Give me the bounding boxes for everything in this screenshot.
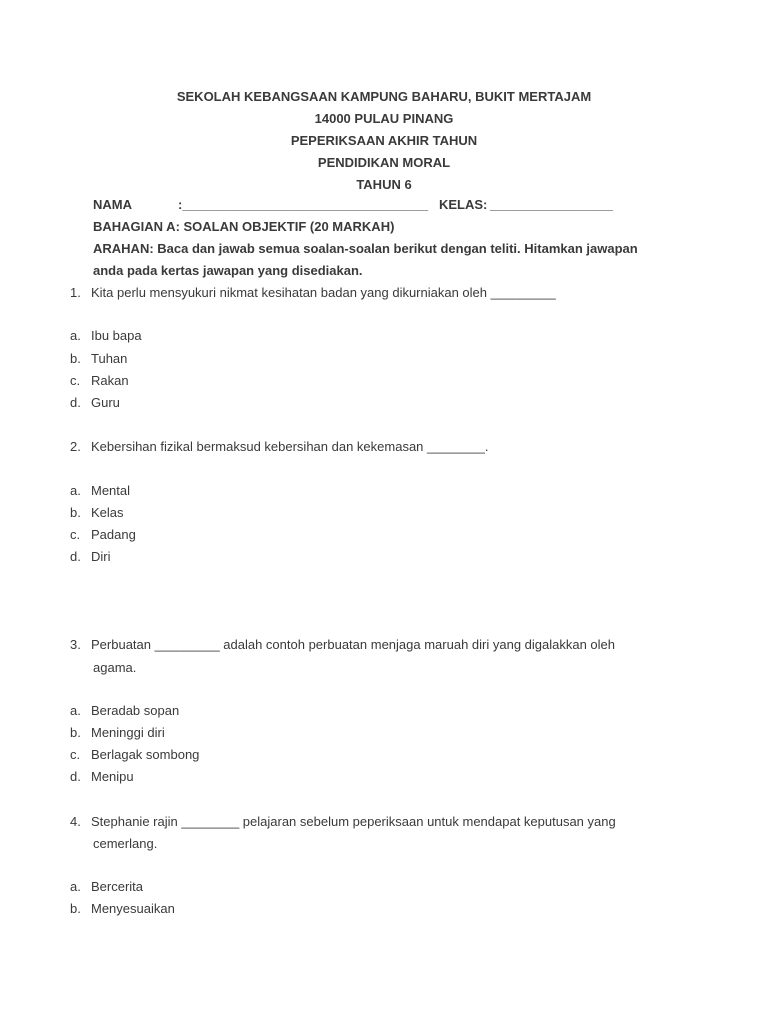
option-label: d. [70, 769, 81, 784]
question-3-continuation: agama. [93, 660, 137, 675]
question-number: 1. [70, 285, 81, 300]
class-label: KELAS: [439, 197, 488, 212]
option-text: Meninggi diri [91, 725, 165, 740]
question-number: 2. [70, 439, 81, 454]
question-4 [70, 811, 616, 833]
option-text: Rakan [91, 373, 129, 388]
option-text: Tuhan [91, 351, 128, 366]
question-number: 3. [70, 637, 81, 652]
q3-option-a [70, 700, 179, 722]
q3-option-b [70, 722, 165, 744]
q2-option-d [70, 546, 111, 568]
option-text: Mental [91, 483, 131, 498]
option-label: b. [70, 351, 81, 366]
q1-option-d [70, 392, 120, 414]
instruction-line-1: ARAHAN: Baca dan jawab semua soalan-soalan berikut dengan teliti. Hitamkan jawapan [93, 241, 638, 256]
question-1 [70, 282, 556, 304]
option-text: Bercerita [91, 879, 144, 894]
option-text: Padang [91, 527, 136, 542]
option-text: Beradab sopan [91, 703, 180, 718]
school-address: 14000 PULAU PINANG [314, 111, 454, 126]
option-label: a. [70, 703, 81, 718]
q2-option-c [70, 524, 136, 546]
q3-option-d [70, 766, 134, 788]
option-label: a. [70, 328, 81, 343]
option-text: Diri [91, 549, 111, 564]
option-text: Ibu bapa [91, 328, 142, 343]
question-text: Stephanie rajin ________ pelajaran sebelum peperiksaan untuk mendapat keputusan yang [91, 814, 616, 829]
q2-option-a [70, 480, 130, 502]
class-field-line: _________________ [490, 197, 613, 212]
option-label: c. [70, 527, 81, 542]
option-text: Berlagak sombong [91, 747, 200, 762]
question-3 [70, 634, 615, 656]
name-field-line: :__________________________________ [178, 197, 429, 212]
option-label: b. [70, 725, 81, 740]
question-text: Perbuatan _________ adalah contoh perbuatan menjaga maruah diri yang digalakkan oleh [91, 637, 616, 652]
option-text: Kelas [91, 505, 124, 520]
option-label: a. [70, 483, 81, 498]
question-number: 4. [70, 814, 81, 829]
q1-option-a [70, 325, 142, 347]
name-label: NAMA [93, 197, 132, 212]
option-label: d. [70, 395, 81, 410]
option-text: Menyesuaikan [91, 901, 175, 916]
subject-title: PENDIDIKAN MORAL [317, 155, 451, 170]
year-title: TAHUN 6 [356, 177, 412, 192]
q4-option-b [70, 898, 175, 920]
exam-title: PEPERIKSAAN AKHIR TAHUN [290, 133, 478, 148]
option-label: c. [70, 747, 81, 762]
question-4-continuation: cemerlang. [93, 836, 158, 851]
option-label: b. [70, 901, 81, 916]
option-label: a. [70, 879, 81, 894]
q2-option-b [70, 502, 124, 524]
question-2 [70, 436, 488, 458]
q3-option-c [70, 744, 199, 766]
exam-header [0, 86, 768, 196]
q1-option-c [70, 370, 129, 392]
question-text: Kita perlu mensyukuri nikmat kesihatan badan yang dikurniakan oleh _________ [91, 285, 556, 300]
option-text: Guru [91, 395, 120, 410]
q4-option-a [70, 876, 143, 898]
section-title: BAHAGIAN A: SOALAN OBJEKTIF (20 MARKAH) [93, 219, 395, 234]
instruction-line-2: anda pada kertas jawapan yang disediakan. [93, 263, 363, 278]
question-text: Kebersihan fizikal bermaksud kebersihan dan kekemasan ________. [91, 439, 489, 454]
q1-option-b [70, 348, 127, 370]
option-label: c. [70, 373, 81, 388]
option-label: b. [70, 505, 81, 520]
option-text: Menipu [91, 769, 134, 784]
option-label: d. [70, 549, 81, 564]
school-name: SEKOLAH KEBANGSAAN KAMPUNG BAHARU, BUKIT MERTAJAM [176, 89, 592, 104]
